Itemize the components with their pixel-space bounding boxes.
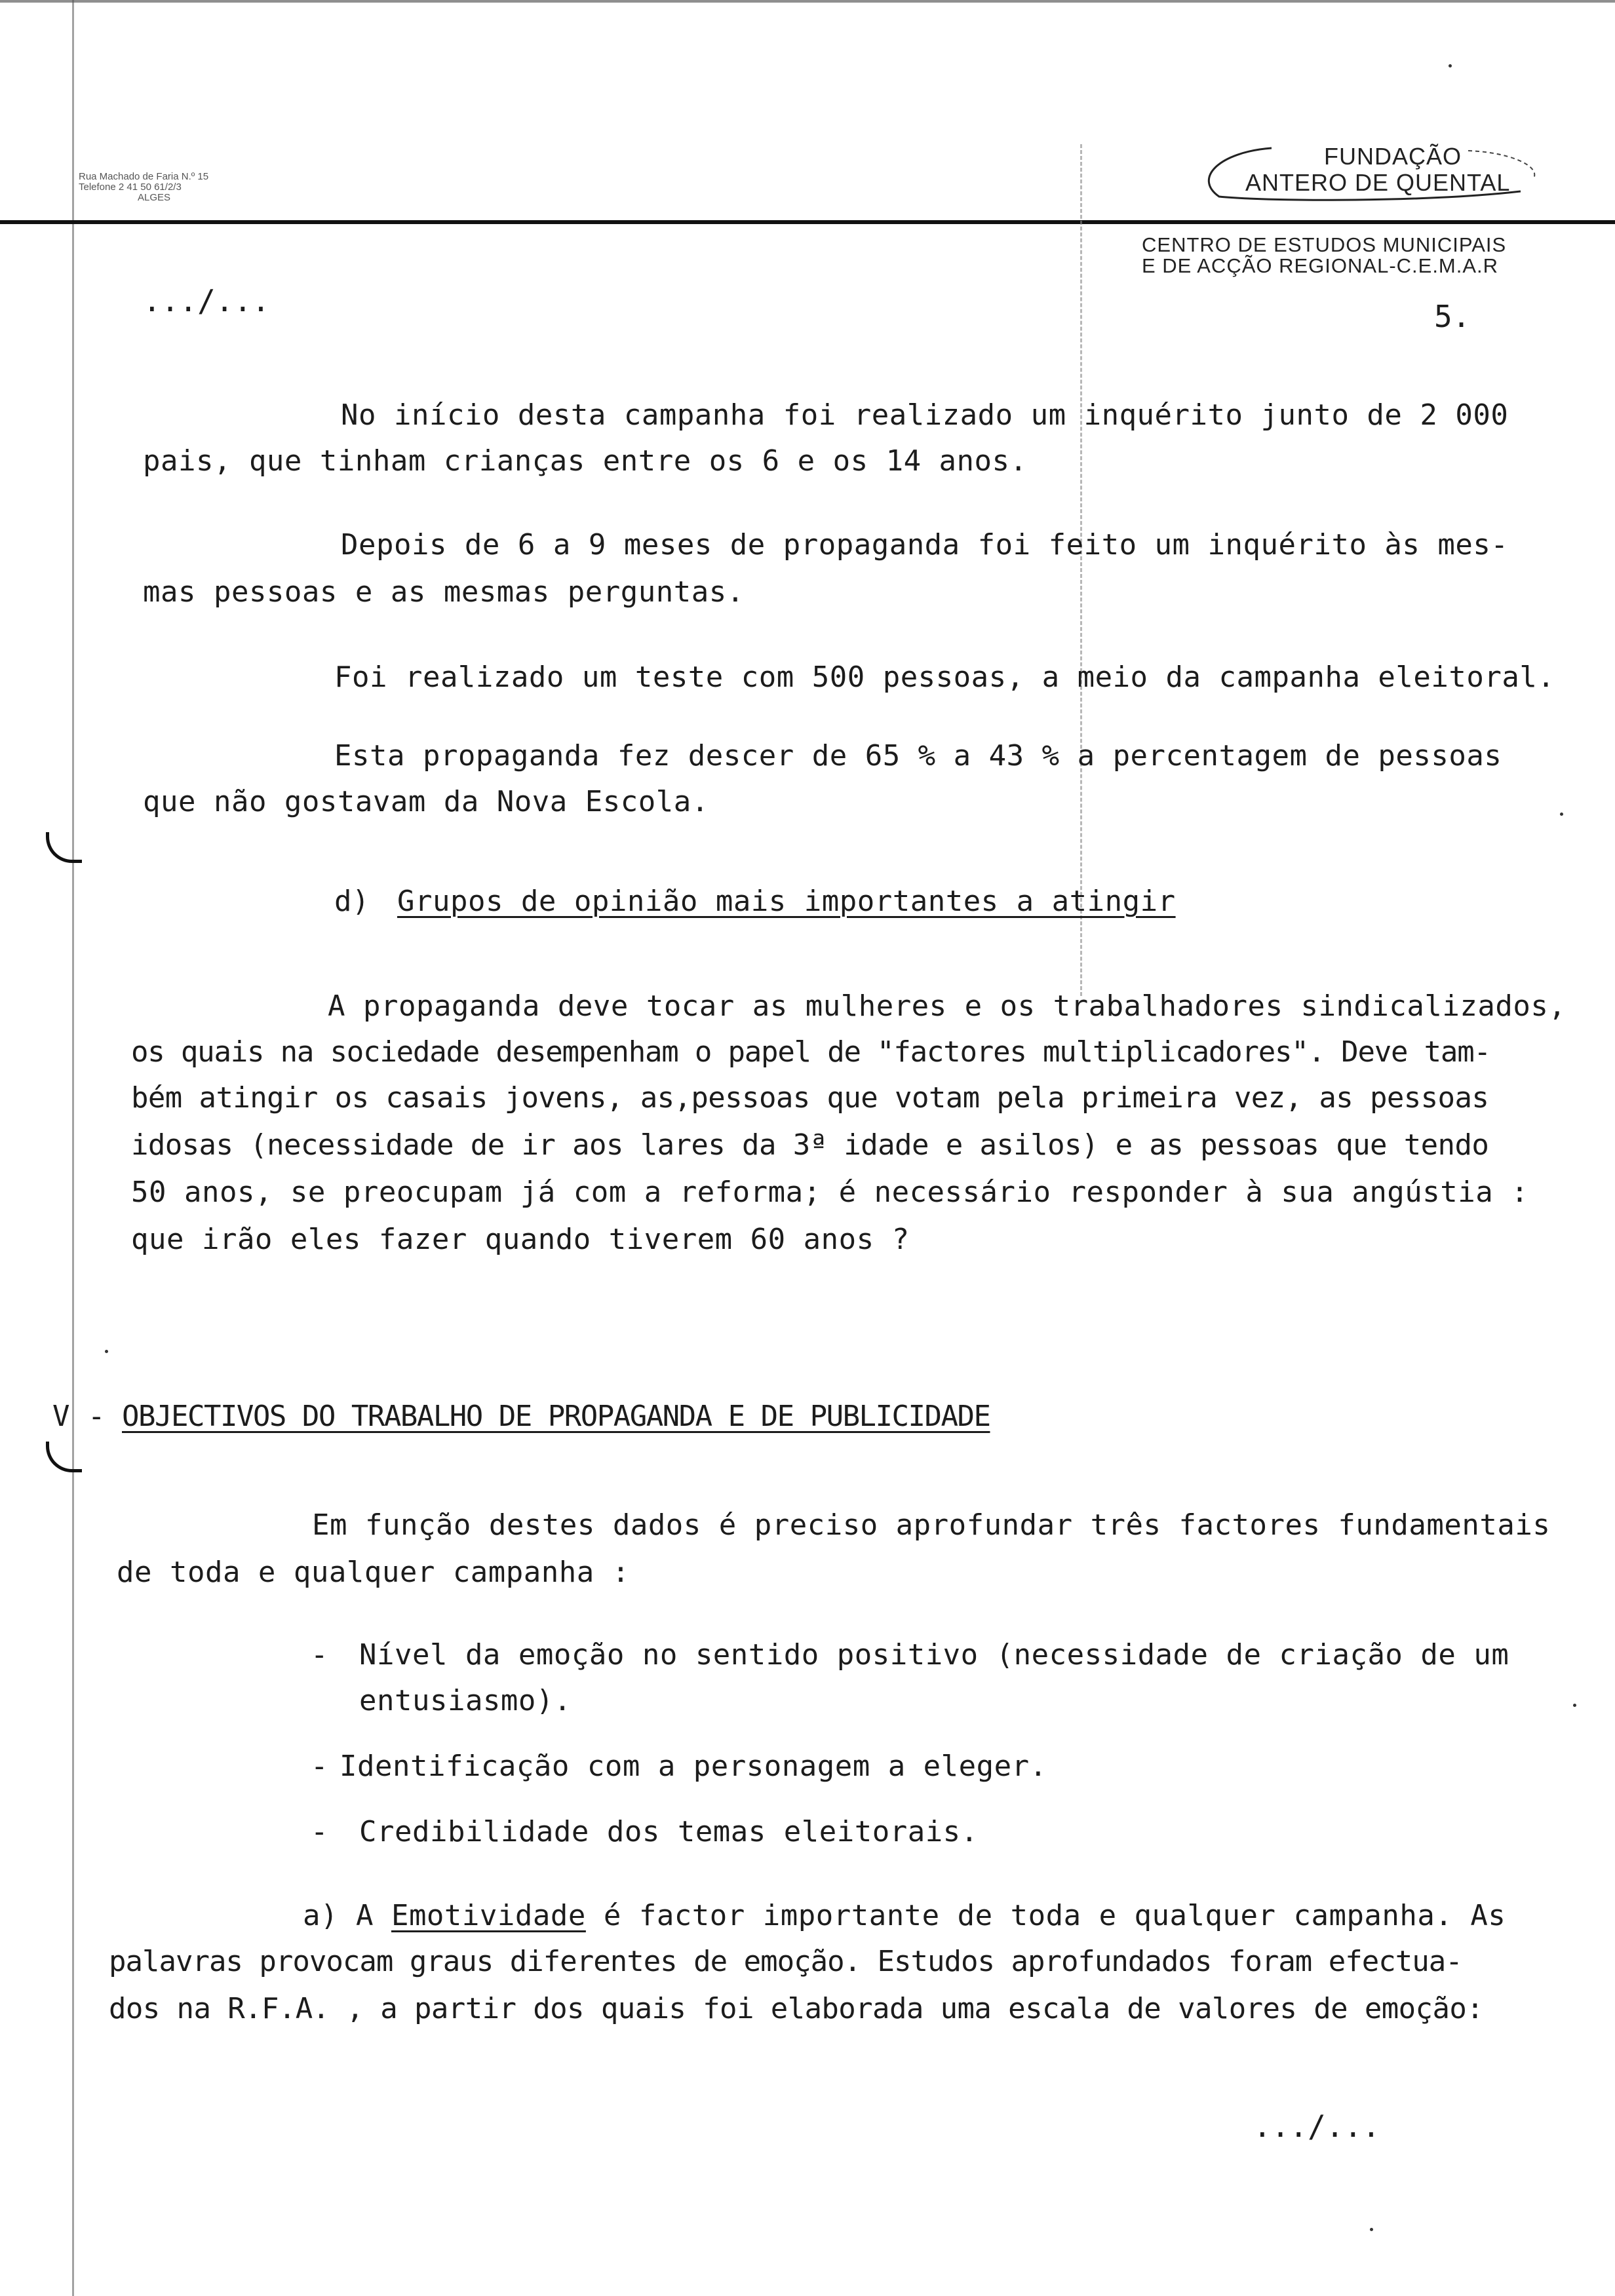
- body-line: Esta propaganda fez descer de 65 % a 43 % a percentagem de pessoas: [334, 739, 1502, 773]
- bullet-dash: -: [311, 1638, 328, 1672]
- body-line: mas pessoas e as mesmas perguntas.: [143, 575, 745, 609]
- margin-bracket-mark: [46, 832, 82, 863]
- address-line: ALGES: [138, 192, 171, 203]
- subheading-d-label: d): [334, 885, 370, 918]
- body-line: Depois de 6 a 9 meses de propaganda foi feito um inquérito às mes-: [341, 528, 1509, 562]
- subheading-d: Grupos de opinião mais importantes a atingir: [397, 885, 1176, 918]
- body-line: palavras provocam graus diferentes de emoção. Estudos aprofundados foram efectua-: [109, 1945, 1462, 1978]
- continuation-mark-top: .../...: [143, 283, 270, 318]
- section-number: V -: [52, 1400, 106, 1433]
- body-line: [303, 1899, 1506, 1932]
- margin-bracket-mark: [46, 1442, 82, 1472]
- bullet-text: Credibilidade dos temas eleitorais.: [359, 1815, 979, 1848]
- bullet-dash: -: [311, 1750, 328, 1783]
- body-line: A propaganda deve tocar as mulheres e os trabalhadores sindicalizados,: [328, 989, 1566, 1023]
- page-top-edge: [0, 0, 1615, 3]
- continuation-mark-bottom: .../...: [1253, 2109, 1380, 2144]
- body-line: que não gostavam da Nova Escola.: [143, 785, 709, 818]
- body-line: 50 anos, se preocupam já com a reforma; é necessário responder à sua angústia :: [131, 1176, 1529, 1209]
- body-line: idosas (necessidade de ir aos lares da 3ª idade e asilos) e as pessoas que tendo: [131, 1128, 1489, 1162]
- letterhead-address: [79, 172, 208, 203]
- body-line: pais, que tinham crianças entre os 6 e os 14 anos.: [143, 444, 1028, 478]
- center-name-line-2: E DE ACÇÃO REGIONAL-C.E.M.A.R: [1142, 254, 1499, 277]
- body-line: Foi realizado um teste com 500 pessoas, a meio da campanha eleitoral.: [334, 660, 1555, 694]
- body-line: de toda e qualquer campanha :: [117, 1556, 630, 1589]
- body-text: a) A: [303, 1899, 391, 1932]
- body-line: bém atingir os casais jovens, as,pessoas que votam pela primeira vez, as pessoas: [131, 1081, 1489, 1115]
- scan-speck: [1573, 1704, 1576, 1707]
- scan-speck: [1560, 813, 1563, 816]
- scan-speck: [1449, 64, 1452, 67]
- fold-line: [1080, 144, 1082, 996]
- margin-rule: [72, 0, 74, 2296]
- body-line: Em função destes dados é preciso aprofundar três factores fundamentais: [312, 1508, 1551, 1542]
- center-name-line-1: CENTRO DE ESTUDOS MUNICIPAIS: [1142, 233, 1507, 256]
- scan-speck: [1370, 2228, 1373, 2231]
- bullet-text: Identificação com a personagem a eleger.: [340, 1750, 1047, 1783]
- bullet-text: entusiasmo).: [359, 1684, 572, 1717]
- emphasized-term: Emotividade: [391, 1899, 586, 1932]
- body-line: dos na R.F.A. , a partir dos quais foi elaborada uma escala de valores de emoção:: [109, 1992, 1484, 2025]
- page-number: 5.: [1434, 299, 1471, 334]
- body-text: é factor importante de toda e qualquer campanha. As: [585, 1899, 1506, 1932]
- header-rule: [0, 220, 1615, 224]
- section-title: OBJECTIVOS DO TRABALHO DE PROPAGANDA E DE PUBLICIDADE: [122, 1400, 990, 1433]
- body-line: No início desta campanha foi realizado um inquérito junto de 2 000: [341, 398, 1509, 432]
- body-line: os quais na sociedade desempenham o papel de "factores multiplicadores". Deve tam-: [131, 1035, 1490, 1069]
- scan-speck: [105, 1350, 108, 1353]
- foundation-logo: [1193, 139, 1547, 204]
- address-line: Telefone 2 41 50 61/2/3: [79, 182, 182, 193]
- bullet-text: Nível da emoção no sentido positivo (necessidade de criação de um: [359, 1638, 1509, 1672]
- body-line: que irão eles fazer quando tiverem 60 anos ?: [131, 1223, 910, 1256]
- bullet-dash: -: [311, 1815, 328, 1848]
- address-line: Rua Machado de Faria N.º 15: [79, 171, 209, 182]
- logo-line-1: FUNDAÇÃO: [1324, 143, 1462, 170]
- logo-line-2: ANTERO DE QUENTAL: [1245, 169, 1511, 196]
